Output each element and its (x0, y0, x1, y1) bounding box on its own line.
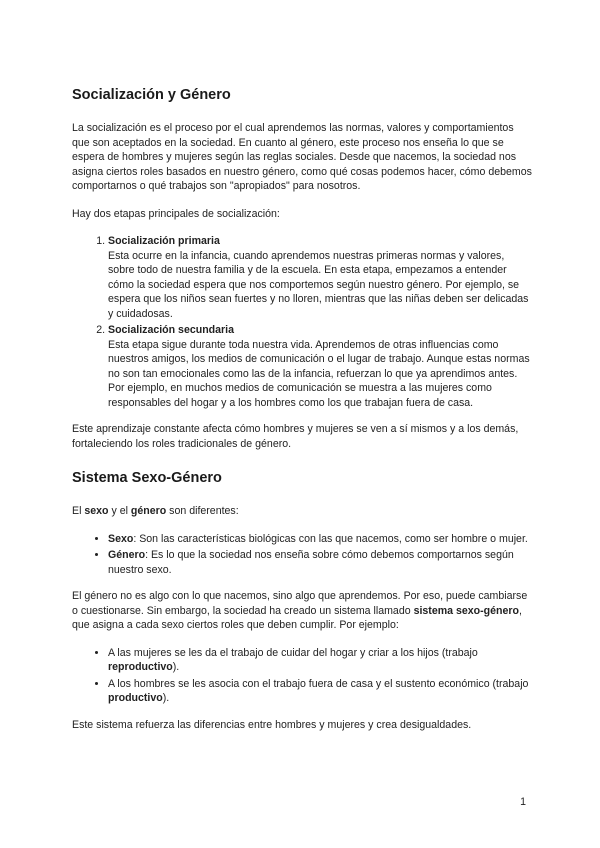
text-run: y el (108, 505, 131, 517)
stage-text: Esta etapa sigue durante toda nuestra vida. Aprendemos de otras influencias como nuestros amigos, los medios de comunicación o el lugar de trabajo. Aunque estas normas no son tan emocionales como las de la infancia, refuerzan lo que ya aprendimos antes. Por ejemplo, en muchos medios de comunicación se muestra a las mujeres como responsables del hogar y a los hombres como los que trabajan fuera de casa. (108, 338, 530, 409)
lead-paragraph (72, 504, 532, 519)
intro-paragraph: La socialización es el proceso por el cual aprendemos las normas, valores y comportamientos que son aceptados en la sociedad. En cuanto al género, este proceso nos enseña lo que se espera de hombres y mujeres según las reglas sociales. Desde que nacemos, la sociedad nos asigna ciertos roles basados en nuestro género, como qué cosas podemos hacer, cómo debemos comportarnos o qué trabajos son "apropiados" para nosotros. (72, 122, 532, 192)
text-run: El (72, 505, 85, 517)
stages-list (72, 234, 532, 410)
text-run: , que asigna a cada sexo ciertos roles que deben cumplir. Por ejemplo: (72, 604, 522, 631)
bold-term-genero: género (130, 505, 167, 517)
list-item (108, 677, 532, 706)
definition-text: : Son las características biológicas con las que nacemos, como ser hombre o mujer. (133, 532, 528, 545)
text-run: A las mujeres se les da el trabajo de cuidar del hogar y criar a los hijos (trabajo (108, 646, 478, 659)
bold-term: productivo (108, 692, 163, 704)
system-paragraph (72, 589, 532, 633)
section-title-sistema: Sistema Sexo-Género (72, 470, 222, 486)
section-title-socializacion: Socialización y Género (72, 87, 231, 103)
text-run: ). (162, 692, 170, 704)
stage-title: 1. Socialización primaria (108, 235, 220, 247)
page-number: 1 (520, 796, 526, 808)
final-paragraph: Este sistema refuerza las diferencias entre hombres y mujeres y crea desigualdades. (72, 718, 472, 731)
list-item (108, 646, 532, 675)
closing-paragraph: Este aprendizaje constante afecta cómo hombres y mujeres se ven a sí mismos y a los demás, fortaleciendo los roles tradicionales de género. (72, 423, 519, 450)
definition-term: Género (108, 549, 146, 561)
definitions-list (72, 532, 532, 578)
list-item (108, 548, 532, 577)
document-page (72, 86, 532, 745)
text-run: A los hombres se les asocia con el trabajo fuera de casa y el sustento económico (trabajo (108, 677, 529, 690)
list-item (108, 532, 532, 547)
stages-intro: Hay dos etapas principales de socialización: (72, 207, 280, 220)
bold-term-sexo: sexo (84, 505, 109, 517)
stage-text: Esta ocurre en la infancia, cuando aprendemos nuestras primeras normas y valores, sobre todo de nuestra familia y de la escuela. En esta etapa, empezamos a entender cómo la sociedad espera que nos comportemos según nuestro género. Por ejemplo, se espera que los niños sean fuertes y no lloren, mientras que las niñas deben ser delicadas y cuidadosas. (108, 249, 529, 320)
definition-text: : Es lo que la sociedad nos enseña sobre cómo debemos comportarnos según nuestro sexo. (108, 549, 514, 576)
stage-title: 2. Socialización secundaria (108, 324, 234, 336)
list-item-secondary (108, 323, 532, 410)
bold-term: reproductivo (108, 661, 173, 673)
roles-list (72, 646, 532, 706)
list-item-primary (108, 234, 532, 321)
definition-term: Sexo (108, 532, 134, 545)
bold-term-sistema: sistema sexo-género (413, 604, 519, 617)
text-run: El género no es algo con lo que nacemos, sino algo que aprendemos. Por eso, puede cambiarse o cuestionarse. Sin embargo, la sociedad ha creado un sistema llamado (72, 590, 528, 617)
text-run: son diferentes: (166, 505, 239, 517)
text-run: ). (172, 661, 180, 673)
